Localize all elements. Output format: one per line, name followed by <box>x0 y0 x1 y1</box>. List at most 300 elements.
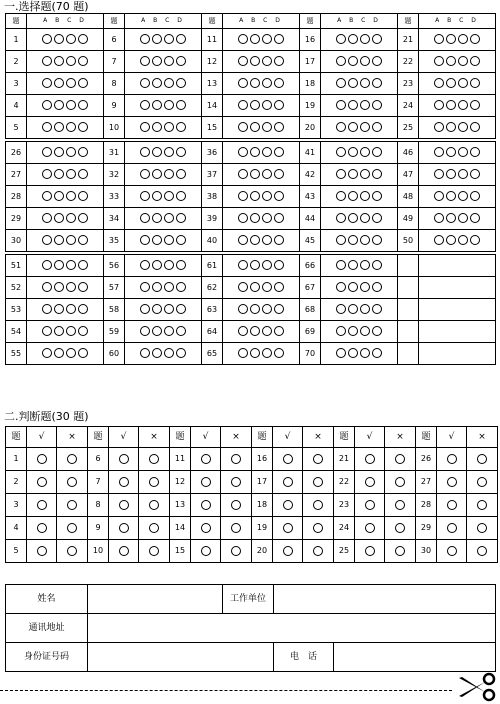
answer-bubbles[interactable] <box>223 29 300 51</box>
answer-bubbles[interactable] <box>419 117 496 139</box>
answer-bubble[interactable] <box>458 191 468 201</box>
answer-bubble[interactable] <box>360 56 370 66</box>
answer-bubble[interactable] <box>458 34 468 44</box>
answer-bubble[interactable] <box>262 213 272 223</box>
false-bubble[interactable] <box>395 546 405 556</box>
answer-bubble[interactable] <box>42 191 52 201</box>
answer-bubbles[interactable] <box>125 343 202 365</box>
answer-bubble[interactable] <box>446 34 456 44</box>
false-bubble-cell[interactable] <box>57 471 88 494</box>
answer-bubble[interactable] <box>360 304 370 314</box>
answer-bubble[interactable] <box>446 235 456 245</box>
answer-bubbles[interactable] <box>223 164 300 186</box>
false-bubble-cell[interactable] <box>139 494 170 517</box>
answer-bubbles[interactable] <box>27 186 104 208</box>
answer-bubbles[interactable] <box>27 277 104 299</box>
answer-bubble[interactable] <box>262 326 272 336</box>
answer-bubble[interactable] <box>250 191 260 201</box>
answer-bubble[interactable] <box>336 191 346 201</box>
true-bubble-cell[interactable] <box>109 494 139 517</box>
true-bubble-cell[interactable] <box>191 494 221 517</box>
false-bubble-cell[interactable] <box>385 517 416 540</box>
answer-bubbles[interactable] <box>27 29 104 51</box>
false-bubble-cell[interactable] <box>385 494 416 517</box>
answer-bubbles[interactable] <box>223 321 300 343</box>
answer-bubble[interactable] <box>152 213 162 223</box>
answer-bubble[interactable] <box>274 56 284 66</box>
answer-bubble[interactable] <box>372 326 382 336</box>
answer-bubble[interactable] <box>176 169 186 179</box>
true-bubble[interactable] <box>201 546 211 556</box>
true-bubble[interactable] <box>447 546 457 556</box>
false-bubble[interactable] <box>149 500 159 510</box>
false-bubble-cell[interactable] <box>221 494 252 517</box>
answer-bubbles[interactable] <box>321 230 398 252</box>
answer-bubble[interactable] <box>336 282 346 292</box>
answer-bubble[interactable] <box>140 169 150 179</box>
answer-bubble[interactable] <box>360 122 370 132</box>
answer-bubble[interactable] <box>348 260 358 270</box>
answer-bubble[interactable] <box>54 304 64 314</box>
id-number-field[interactable] <box>88 643 274 672</box>
answer-bubbles[interactable] <box>27 51 104 73</box>
true-bubble[interactable] <box>447 454 457 464</box>
answer-bubbles[interactable] <box>125 29 202 51</box>
true-bubble-cell[interactable] <box>355 517 385 540</box>
true-bubble[interactable] <box>365 500 375 510</box>
answer-bubble[interactable] <box>274 169 284 179</box>
answer-bubble[interactable] <box>446 78 456 88</box>
false-bubble-cell[interactable] <box>57 494 88 517</box>
answer-bubble[interactable] <box>152 191 162 201</box>
true-bubble-cell[interactable] <box>355 448 385 471</box>
answer-bubbles[interactable] <box>125 208 202 230</box>
answer-bubble[interactable] <box>54 260 64 270</box>
answer-bubble[interactable] <box>152 78 162 88</box>
false-bubble-cell[interactable] <box>303 540 334 563</box>
answer-bubble[interactable] <box>274 213 284 223</box>
answer-bubble[interactable] <box>262 191 272 201</box>
answer-bubbles[interactable] <box>125 321 202 343</box>
answer-bubble[interactable] <box>348 191 358 201</box>
true-bubble[interactable] <box>119 523 129 533</box>
answer-bubble[interactable] <box>78 213 88 223</box>
answer-bubble[interactable] <box>250 147 260 157</box>
false-bubble[interactable] <box>395 523 405 533</box>
answer-bubbles[interactable] <box>125 164 202 186</box>
answer-bubbles[interactable] <box>27 299 104 321</box>
answer-bubble[interactable] <box>348 56 358 66</box>
answer-bubbles[interactable] <box>27 142 104 164</box>
true-bubble[interactable] <box>37 523 47 533</box>
answer-bubble[interactable] <box>446 191 456 201</box>
answer-bubbles[interactable] <box>125 95 202 117</box>
answer-bubble[interactable] <box>78 78 88 88</box>
answer-bubble[interactable] <box>78 326 88 336</box>
true-bubble[interactable] <box>201 477 211 487</box>
answer-bubbles[interactable] <box>223 117 300 139</box>
answer-bubble[interactable] <box>274 78 284 88</box>
answer-bubble[interactable] <box>54 147 64 157</box>
false-bubble[interactable] <box>313 546 323 556</box>
answer-bubble[interactable] <box>336 34 346 44</box>
answer-bubble[interactable] <box>152 122 162 132</box>
answer-bubbles[interactable] <box>27 95 104 117</box>
answer-bubble[interactable] <box>250 169 260 179</box>
name-field[interactable] <box>88 585 223 614</box>
false-bubble[interactable] <box>477 500 487 510</box>
true-bubble-cell[interactable] <box>273 471 303 494</box>
answer-bubble[interactable] <box>434 235 444 245</box>
answer-bubble[interactable] <box>66 260 76 270</box>
answer-bubble[interactable] <box>274 147 284 157</box>
true-bubble-cell[interactable] <box>27 448 57 471</box>
false-bubble[interactable] <box>67 454 77 464</box>
answer-bubbles[interactable] <box>321 95 398 117</box>
true-bubble[interactable] <box>283 454 293 464</box>
answer-bubble[interactable] <box>250 260 260 270</box>
answer-bubble[interactable] <box>152 235 162 245</box>
true-bubble-cell[interactable] <box>355 494 385 517</box>
answer-bubbles[interactable] <box>321 117 398 139</box>
answer-bubble[interactable] <box>164 169 174 179</box>
answer-bubble[interactable] <box>274 282 284 292</box>
answer-bubble[interactable] <box>446 56 456 66</box>
answer-bubble[interactable] <box>458 169 468 179</box>
answer-bubble[interactable] <box>250 34 260 44</box>
answer-bubbles[interactable] <box>223 51 300 73</box>
answer-bubble[interactable] <box>470 56 480 66</box>
false-bubble-cell[interactable] <box>57 540 88 563</box>
answer-bubble[interactable] <box>78 348 88 358</box>
answer-bubble[interactable] <box>42 56 52 66</box>
answer-bubbles[interactable] <box>223 277 300 299</box>
answer-bubble[interactable] <box>250 56 260 66</box>
answer-bubbles[interactable] <box>223 208 300 230</box>
answer-bubble[interactable] <box>238 78 248 88</box>
true-bubble[interactable] <box>201 454 211 464</box>
answer-bubble[interactable] <box>262 34 272 44</box>
true-bubble-cell[interactable] <box>191 448 221 471</box>
answer-bubble[interactable] <box>446 213 456 223</box>
answer-bubbles[interactable] <box>27 255 104 277</box>
answer-bubble[interactable] <box>176 282 186 292</box>
answer-bubble[interactable] <box>54 78 64 88</box>
answer-bubble[interactable] <box>66 348 76 358</box>
answer-bubble[interactable] <box>336 348 346 358</box>
false-bubble[interactable] <box>149 454 159 464</box>
false-bubble[interactable] <box>313 500 323 510</box>
answer-bubbles[interactable] <box>27 208 104 230</box>
answer-bubble[interactable] <box>372 78 382 88</box>
answer-bubble[interactable] <box>470 191 480 201</box>
true-bubble[interactable] <box>447 523 457 533</box>
answer-bubble[interactable] <box>42 326 52 336</box>
false-bubble[interactable] <box>395 500 405 510</box>
answer-bubble[interactable] <box>66 56 76 66</box>
answer-bubbles[interactable] <box>223 73 300 95</box>
answer-bubble[interactable] <box>238 34 248 44</box>
false-bubble[interactable] <box>67 477 77 487</box>
false-bubble[interactable] <box>313 523 323 533</box>
answer-bubble[interactable] <box>360 100 370 110</box>
answer-bubble[interactable] <box>274 100 284 110</box>
answer-bubble[interactable] <box>348 34 358 44</box>
true-bubble[interactable] <box>37 500 47 510</box>
answer-bubble[interactable] <box>250 282 260 292</box>
answer-bubble[interactable] <box>42 260 52 270</box>
false-bubble[interactable] <box>477 477 487 487</box>
true-bubble-cell[interactable] <box>109 471 139 494</box>
answer-bubble[interactable] <box>140 326 150 336</box>
answer-bubble[interactable] <box>336 100 346 110</box>
answer-bubble[interactable] <box>360 348 370 358</box>
false-bubble[interactable] <box>149 477 159 487</box>
answer-bubble[interactable] <box>176 326 186 336</box>
answer-bubble[interactable] <box>372 348 382 358</box>
answer-bubble[interactable] <box>250 122 260 132</box>
answer-bubbles[interactable] <box>125 117 202 139</box>
answer-bubble[interactable] <box>336 326 346 336</box>
false-bubble-cell[interactable] <box>303 517 334 540</box>
false-bubble-cell[interactable] <box>467 540 498 563</box>
answer-bubble[interactable] <box>176 147 186 157</box>
true-bubble-cell[interactable] <box>273 448 303 471</box>
answer-bubble[interactable] <box>360 34 370 44</box>
answer-bubble[interactable] <box>238 147 248 157</box>
false-bubble[interactable] <box>477 454 487 464</box>
answer-bubble[interactable] <box>66 34 76 44</box>
answer-bubble[interactable] <box>470 34 480 44</box>
false-bubble[interactable] <box>67 500 77 510</box>
answer-bubble[interactable] <box>164 56 174 66</box>
answer-bubble[interactable] <box>66 122 76 132</box>
answer-bubble[interactable] <box>470 122 480 132</box>
answer-bubble[interactable] <box>250 78 260 88</box>
answer-bubble[interactable] <box>360 191 370 201</box>
answer-bubble[interactable] <box>348 304 358 314</box>
answer-bubble[interactable] <box>164 235 174 245</box>
answer-bubble[interactable] <box>262 348 272 358</box>
answer-bubble[interactable] <box>372 304 382 314</box>
phone-field[interactable] <box>334 643 496 672</box>
true-bubble-cell[interactable] <box>437 448 467 471</box>
answer-bubble[interactable] <box>434 34 444 44</box>
answer-bubble[interactable] <box>458 100 468 110</box>
answer-bubbles[interactable] <box>223 255 300 277</box>
true-bubble[interactable] <box>365 523 375 533</box>
answer-bubble[interactable] <box>54 235 64 245</box>
answer-bubble[interactable] <box>434 78 444 88</box>
answer-bubbles[interactable] <box>125 255 202 277</box>
answer-bubble[interactable] <box>470 169 480 179</box>
answer-bubble[interactable] <box>78 191 88 201</box>
answer-bubble[interactable] <box>250 100 260 110</box>
true-bubble[interactable] <box>201 523 211 533</box>
answer-bubbles[interactable] <box>27 230 104 252</box>
answer-bubbles[interactable] <box>419 208 496 230</box>
answer-bubble[interactable] <box>66 304 76 314</box>
false-bubble[interactable] <box>231 500 241 510</box>
false-bubble-cell[interactable] <box>467 448 498 471</box>
answer-bubble[interactable] <box>250 213 260 223</box>
answer-bubble[interactable] <box>238 304 248 314</box>
answer-bubble[interactable] <box>140 100 150 110</box>
answer-bubbles[interactable] <box>321 208 398 230</box>
answer-bubble[interactable] <box>66 147 76 157</box>
answer-bubble[interactable] <box>42 78 52 88</box>
answer-bubbles[interactable] <box>419 142 496 164</box>
false-bubble[interactable] <box>67 546 77 556</box>
answer-bubble[interactable] <box>372 260 382 270</box>
answer-bubbles[interactable] <box>419 95 496 117</box>
true-bubble-cell[interactable] <box>437 517 467 540</box>
answer-bubble[interactable] <box>66 169 76 179</box>
answer-bubble[interactable] <box>372 213 382 223</box>
answer-bubble[interactable] <box>372 282 382 292</box>
answer-bubbles[interactable] <box>27 73 104 95</box>
answer-bubble[interactable] <box>164 348 174 358</box>
answer-bubble[interactable] <box>140 348 150 358</box>
answer-bubble[interactable] <box>164 304 174 314</box>
answer-bubble[interactable] <box>250 348 260 358</box>
answer-bubble[interactable] <box>164 213 174 223</box>
answer-bubble[interactable] <box>262 169 272 179</box>
false-bubble-cell[interactable] <box>467 494 498 517</box>
answer-bubble[interactable] <box>66 213 76 223</box>
false-bubble-cell[interactable] <box>385 471 416 494</box>
answer-bubbles[interactable] <box>223 343 300 365</box>
answer-bubble[interactable] <box>372 122 382 132</box>
false-bubble-cell[interactable] <box>139 471 170 494</box>
answer-bubbles[interactable] <box>125 51 202 73</box>
answer-bubble[interactable] <box>274 191 284 201</box>
answer-bubble[interactable] <box>434 100 444 110</box>
answer-bubble[interactable] <box>360 260 370 270</box>
answer-bubble[interactable] <box>446 100 456 110</box>
answer-bubble[interactable] <box>348 235 358 245</box>
true-bubble-cell[interactable] <box>437 494 467 517</box>
answer-bubble[interactable] <box>262 304 272 314</box>
answer-bubble[interactable] <box>176 304 186 314</box>
answer-bubbles[interactable] <box>419 29 496 51</box>
true-bubble[interactable] <box>447 477 457 487</box>
answer-bubble[interactable] <box>42 34 52 44</box>
answer-bubble[interactable] <box>176 78 186 88</box>
answer-bubble[interactable] <box>54 213 64 223</box>
answer-bubbles[interactable] <box>125 73 202 95</box>
answer-bubbles[interactable] <box>223 299 300 321</box>
answer-bubble[interactable] <box>176 348 186 358</box>
answer-bubbles[interactable] <box>125 186 202 208</box>
true-bubble[interactable] <box>447 500 457 510</box>
false-bubble[interactable] <box>231 454 241 464</box>
answer-bubble[interactable] <box>458 122 468 132</box>
true-bubble-cell[interactable] <box>109 517 139 540</box>
answer-bubble[interactable] <box>66 100 76 110</box>
answer-bubble[interactable] <box>372 100 382 110</box>
true-bubble-cell[interactable] <box>355 471 385 494</box>
answer-bubbles[interactable] <box>223 186 300 208</box>
false-bubble-cell[interactable] <box>303 494 334 517</box>
true-bubble[interactable] <box>119 454 129 464</box>
answer-bubble[interactable] <box>176 56 186 66</box>
true-bubble[interactable] <box>283 546 293 556</box>
true-bubble-cell[interactable] <box>355 540 385 563</box>
answer-bubble[interactable] <box>54 282 64 292</box>
false-bubble[interactable] <box>313 477 323 487</box>
answer-bubble[interactable] <box>250 304 260 314</box>
answer-bubble[interactable] <box>152 34 162 44</box>
answer-bubbles[interactable] <box>27 117 104 139</box>
answer-bubble[interactable] <box>348 213 358 223</box>
answer-bubble[interactable] <box>66 282 76 292</box>
answer-bubble[interactable] <box>458 213 468 223</box>
answer-bubble[interactable] <box>360 78 370 88</box>
answer-bubble[interactable] <box>470 213 480 223</box>
answer-bubble[interactable] <box>238 213 248 223</box>
answer-bubble[interactable] <box>372 147 382 157</box>
answer-bubble[interactable] <box>372 169 382 179</box>
false-bubble-cell[interactable] <box>303 471 334 494</box>
true-bubble[interactable] <box>119 500 129 510</box>
false-bubble-cell[interactable] <box>467 517 498 540</box>
answer-bubble[interactable] <box>434 147 444 157</box>
answer-bubble[interactable] <box>78 235 88 245</box>
answer-bubble[interactable] <box>274 122 284 132</box>
true-bubble-cell[interactable] <box>109 448 139 471</box>
true-bubble[interactable] <box>283 500 293 510</box>
false-bubble[interactable] <box>477 523 487 533</box>
answer-bubbles[interactable] <box>223 142 300 164</box>
answer-bubbles[interactable] <box>419 164 496 186</box>
answer-bubble[interactable] <box>152 56 162 66</box>
answer-bubble[interactable] <box>78 34 88 44</box>
answer-bubble[interactable] <box>152 282 162 292</box>
answer-bubble[interactable] <box>176 34 186 44</box>
answer-bubble[interactable] <box>434 56 444 66</box>
true-bubble[interactable] <box>119 477 129 487</box>
true-bubble[interactable] <box>365 477 375 487</box>
answer-bubbles[interactable] <box>321 321 398 343</box>
false-bubble-cell[interactable] <box>57 448 88 471</box>
answer-bubble[interactable] <box>54 56 64 66</box>
answer-bubble[interactable] <box>348 282 358 292</box>
answer-bubbles[interactable] <box>321 164 398 186</box>
answer-bubble[interactable] <box>164 147 174 157</box>
false-bubble[interactable] <box>313 454 323 464</box>
answer-bubble[interactable] <box>78 147 88 157</box>
answer-bubble[interactable] <box>274 260 284 270</box>
answer-bubble[interactable] <box>140 56 150 66</box>
answer-bubble[interactable] <box>262 282 272 292</box>
answer-bubble[interactable] <box>54 100 64 110</box>
answer-bubble[interactable] <box>434 213 444 223</box>
answer-bubbles[interactable] <box>125 142 202 164</box>
answer-bubble[interactable] <box>470 235 480 245</box>
true-bubble-cell[interactable] <box>191 471 221 494</box>
false-bubble-cell[interactable] <box>221 448 252 471</box>
answer-bubble[interactable] <box>336 56 346 66</box>
answer-bubble[interactable] <box>238 282 248 292</box>
answer-bubble[interactable] <box>458 235 468 245</box>
true-bubble[interactable] <box>37 454 47 464</box>
answer-bubble[interactable] <box>42 348 52 358</box>
answer-bubble[interactable] <box>446 169 456 179</box>
answer-bubble[interactable] <box>54 34 64 44</box>
answer-bubble[interactable] <box>360 326 370 336</box>
answer-bubble[interactable] <box>176 100 186 110</box>
